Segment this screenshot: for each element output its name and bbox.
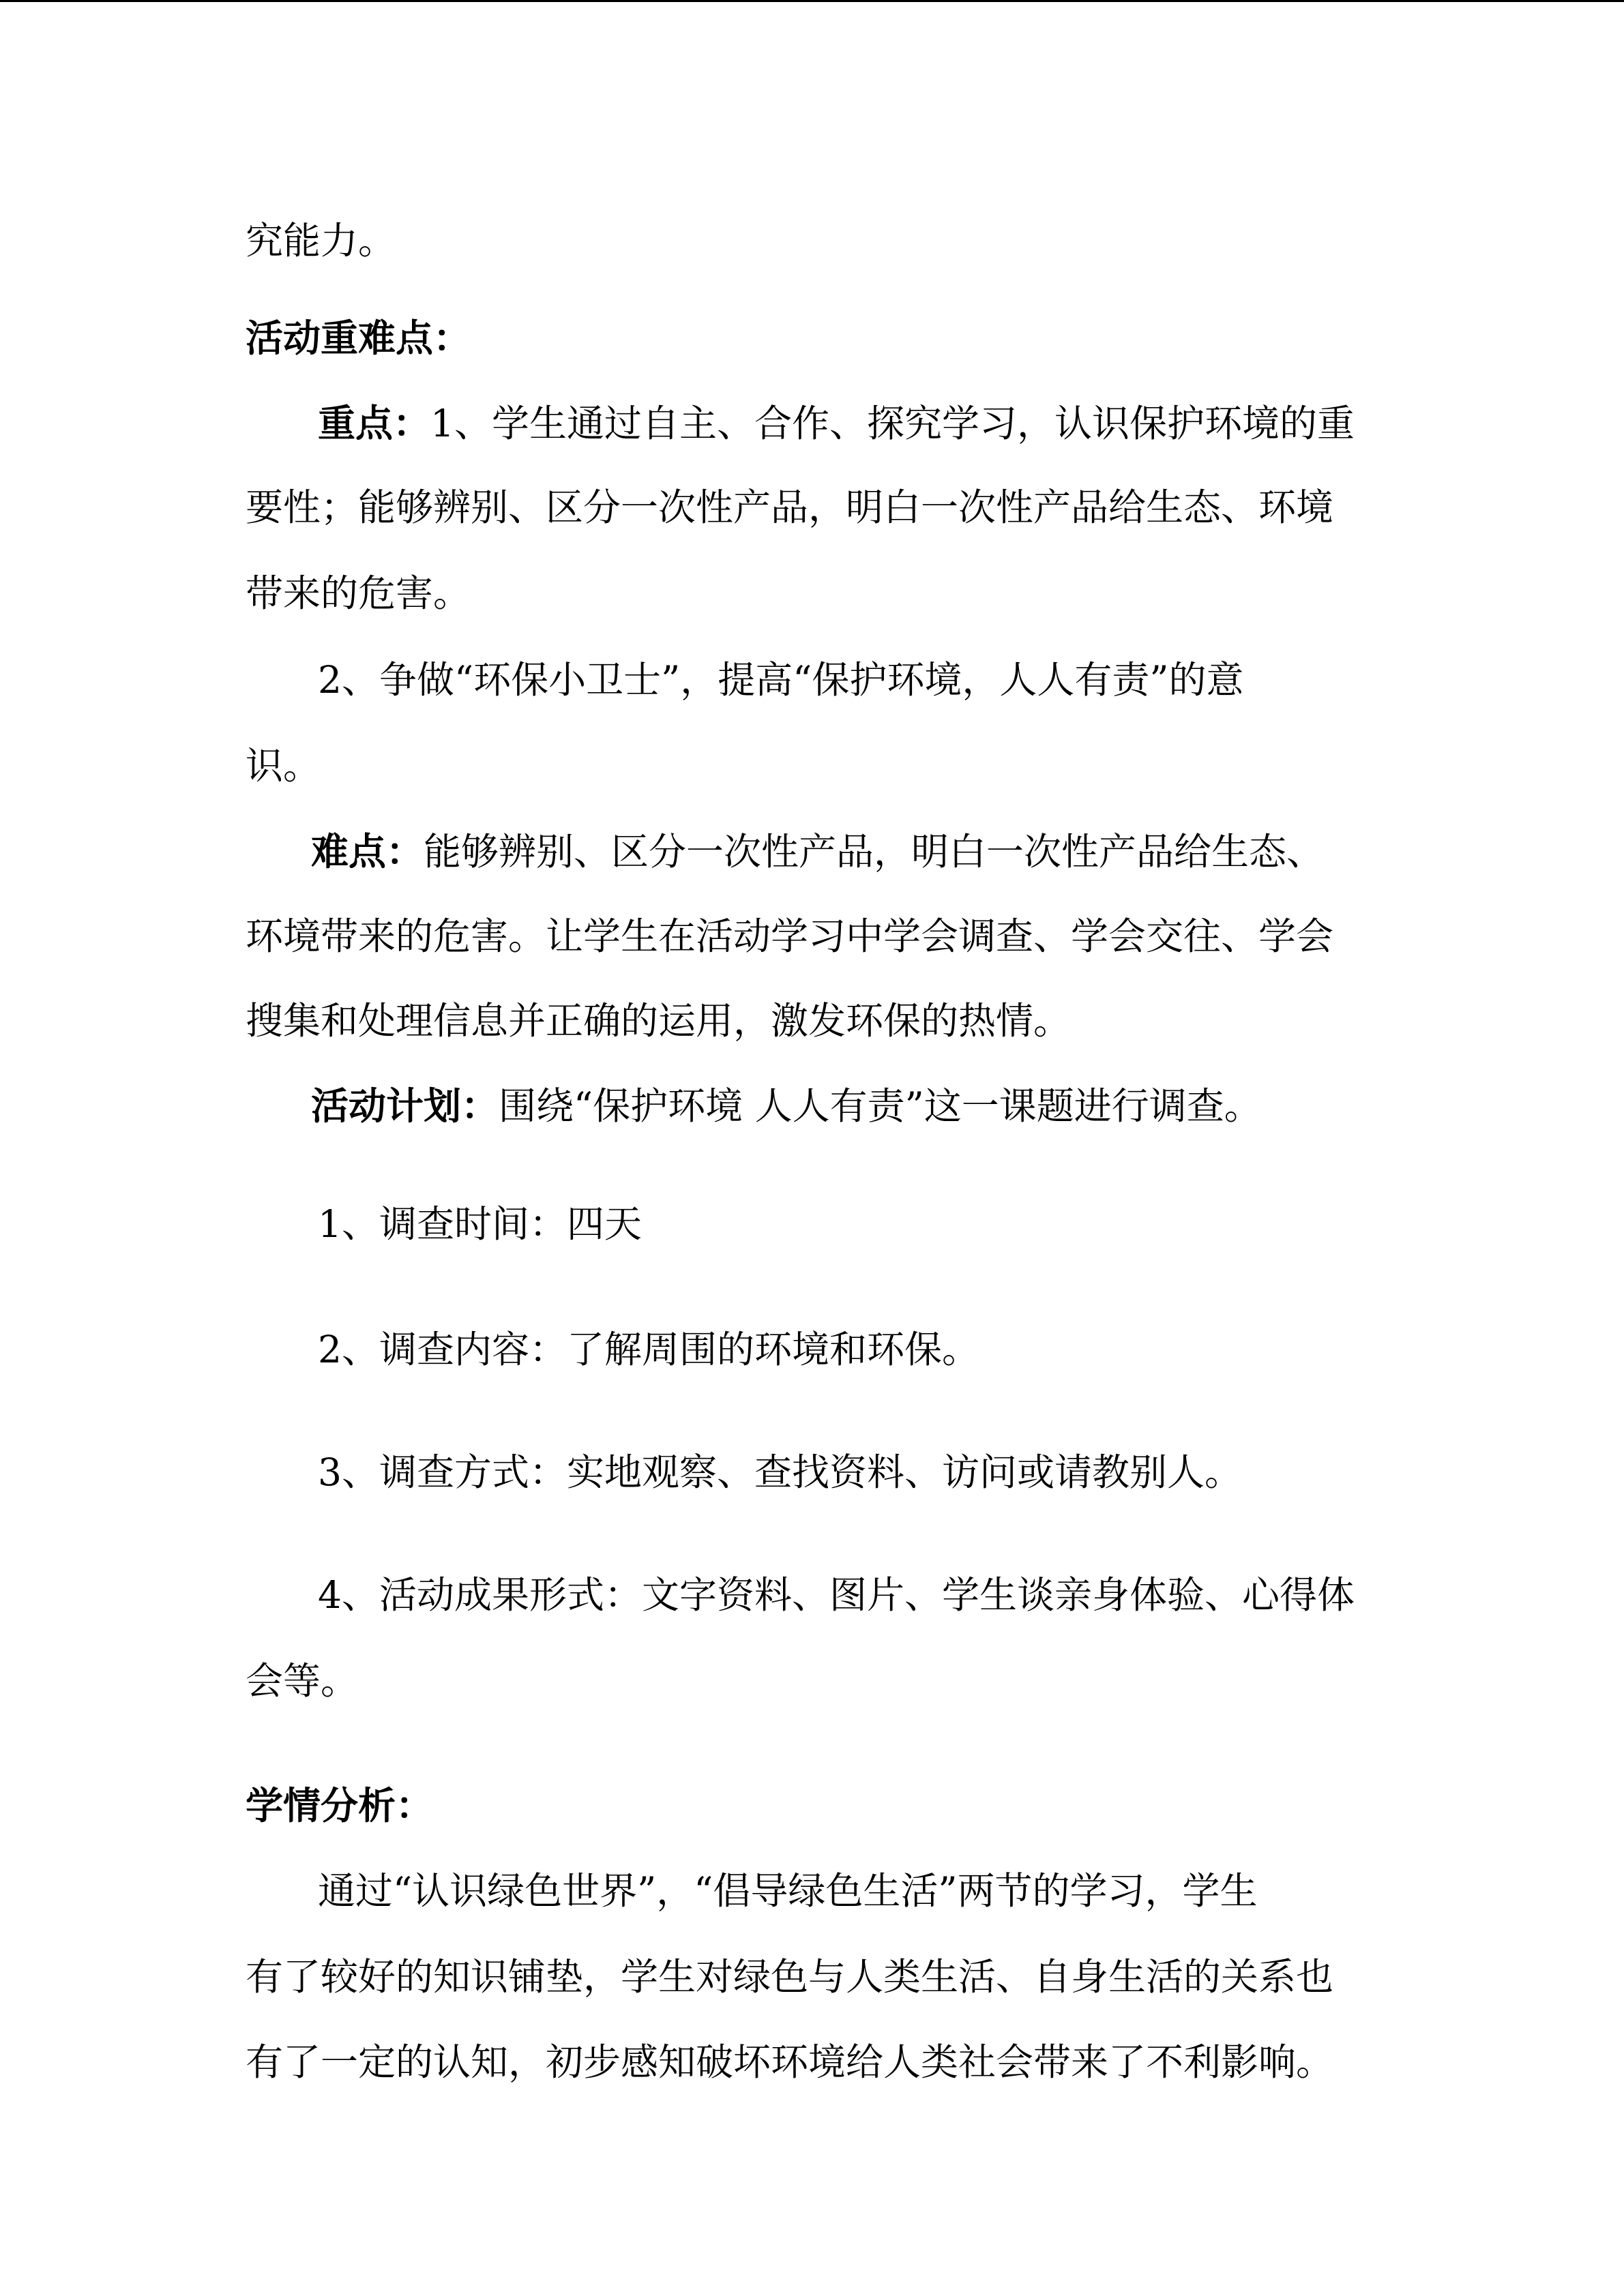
section-heading-learning-analysis <box>246 1783 1391 1828</box>
text: 识。 <box>246 744 321 788</box>
section-heading-key-points <box>246 316 1391 361</box>
paragraph-line <box>246 2040 1391 2085</box>
list-item <box>318 1450 1464 1495</box>
paragraph-line <box>246 571 1391 616</box>
label-activity-plan: 活动计划： <box>311 1084 499 1128</box>
text: 2、调查内容：了解周围的环境和环保。 <box>318 1328 979 1371</box>
text: 4、活动成果形式：文字资料、图片、学生谈亲身体验、心得体 <box>318 1573 1355 1617</box>
paragraph-line <box>246 1658 1391 1703</box>
paragraph-line <box>311 1084 1457 1129</box>
list-item <box>318 1327 1464 1372</box>
text: 有了一定的认知，初步感知破坏环境给人类社会带来了不利影响。 <box>246 2040 1334 2084</box>
paragraph-line <box>318 401 1464 446</box>
text: 环境带来的危害。让学生在活动学习中学会调查、学会交往、学会 <box>246 914 1334 958</box>
text: 学情分析： <box>246 1783 434 1828</box>
text: 围绕“保护环境 人人有责”这一课题进行调查。 <box>499 1084 1262 1128</box>
label-difficulty: 难点： <box>311 829 424 874</box>
text: 2、争做“环保小卫士”，提高“保护环境，人人有责”的意 <box>318 658 1244 702</box>
text: 3、调查方式：实地观察、查找资料、访问或请教别人。 <box>318 1450 1242 1494</box>
text: 搜集和处理信息并正确的运用，激发环保的热情。 <box>246 999 1072 1043</box>
text: 1、调查时间：四天 <box>318 1202 642 1246</box>
paragraph-line <box>311 829 1457 874</box>
paragraph-line <box>246 218 1391 263</box>
text: 要性；能够辨别、区分一次性产品，明白一次性产品给生态、环境 <box>246 486 1334 529</box>
text: 通过“认识绿色世界”，“倡导绿色生活”两节的学习，学生 <box>318 1869 1258 1913</box>
text: 能够辨别、区分一次性产品，明白一次性产品给生态、 <box>424 830 1325 874</box>
text: 会等。 <box>246 1659 359 1703</box>
text: 1、学生通过自主、合作、探究学习，认识保护环境的重 <box>430 402 1355 445</box>
paragraph-line <box>246 743 1391 788</box>
paragraph-line <box>318 657 1464 702</box>
paragraph-line <box>318 1868 1464 1913</box>
paragraph-line <box>246 1954 1391 1999</box>
text: 有了较好的知识铺垫，学生对绿色与人类生活、自身生活的关系也 <box>246 1955 1334 1999</box>
text: 带来的危害。 <box>246 571 471 615</box>
list-item <box>318 1202 1464 1247</box>
text: 究能力。 <box>246 219 396 263</box>
paragraph-line <box>246 914 1391 959</box>
paragraph-line <box>246 485 1391 530</box>
paragraph-line <box>246 998 1391 1043</box>
text: 活动重难点： <box>246 316 471 360</box>
label-key-point: 重点： <box>318 401 431 445</box>
list-item <box>318 1572 1464 1617</box>
